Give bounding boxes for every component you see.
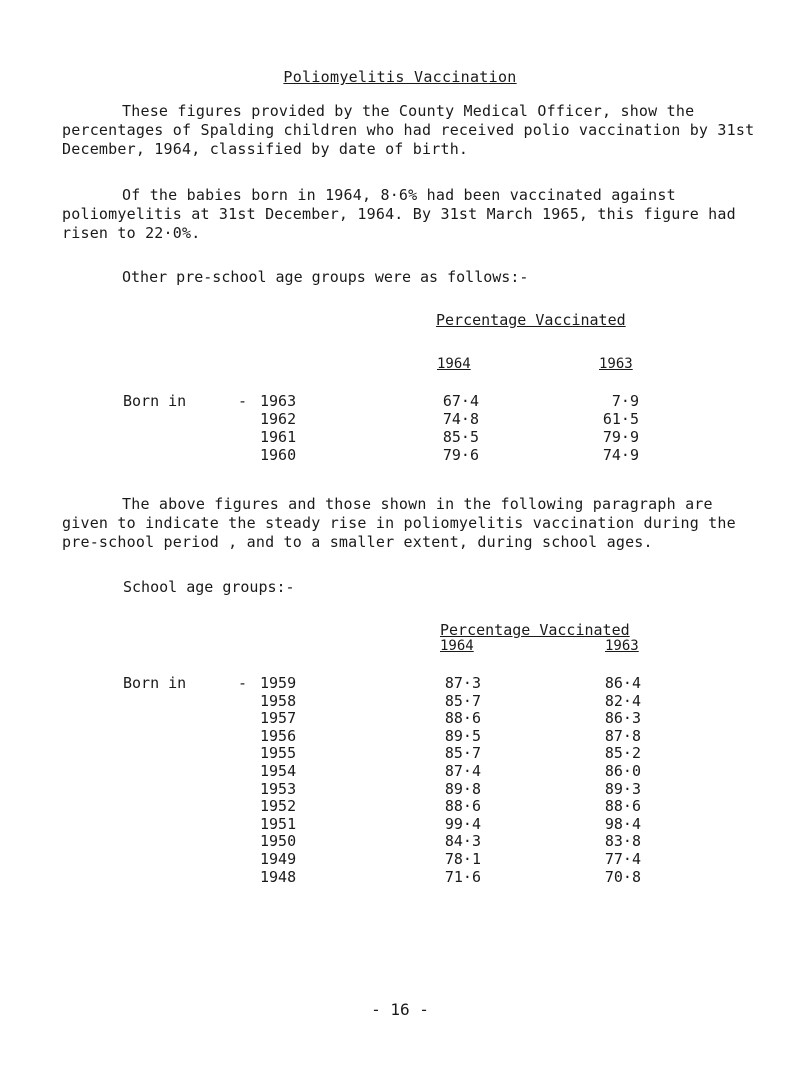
value-1963: 82·4 [604, 691, 641, 710]
birth-year: 1961 [260, 428, 297, 446]
value-1963: 85·2 [604, 744, 641, 763]
preschool-lead: Other pre-school age groups were as follows:- [122, 268, 529, 286]
value-1963: 83·8 [604, 832, 641, 851]
birth-year: 1950 [260, 832, 297, 851]
school-col-1964: 1964 [440, 638, 474, 654]
table-row [0, 692, 800, 710]
table-row [0, 410, 800, 428]
value-1964: 99·4 [444, 814, 481, 833]
summary-text: The above figures and those shown in the following paragraph are given to indicate the steady rise in poliomyelitis vaccination during the pre-school period , and to a smaller extent, during school ages. [62, 495, 736, 551]
table-row [0, 797, 800, 815]
birth-year: 1963 [260, 392, 297, 410]
table-row [0, 780, 800, 798]
value-1964: 88·6 [444, 709, 481, 728]
table-row [0, 832, 800, 850]
value-1964: 71·6 [444, 867, 481, 886]
birth-year: 1962 [260, 410, 297, 428]
page-title: Poliomyelitis Vaccination [283, 68, 517, 86]
born-in-label: Born in [123, 392, 187, 410]
table-row [0, 428, 800, 446]
value-1963: 74·9 [602, 446, 639, 464]
birth-year: 1955 [260, 744, 297, 763]
value-1963: 61·5 [602, 410, 639, 428]
birth-year: 1954 [260, 762, 297, 780]
value-1963: 88·6 [604, 797, 641, 816]
birth-year: 1957 [260, 709, 297, 728]
school-header: Percentage Vaccinated [440, 621, 630, 639]
infant-text: Of the babies born in 1964, 8·6% had been vaccinated against poliomyelitis at 31st December, 1964. By 31st March 1965, this figure had risen to 22·0%. [62, 186, 736, 242]
value-1963: 70·8 [604, 867, 641, 886]
value-1964: 89·8 [444, 779, 481, 798]
table-row [0, 709, 800, 727]
born-in-label: Born in [123, 674, 187, 692]
value-1964: 87·3 [444, 674, 481, 692]
value-1963: 89·3 [604, 779, 641, 798]
page-number: - 16 - [371, 1000, 429, 1019]
table-row [0, 674, 800, 692]
birth-year: 1949 [260, 850, 297, 868]
value-1963: 79·9 [602, 428, 639, 446]
dash-separator: - [238, 674, 248, 692]
summary-paragraph [62, 495, 762, 552]
table-row [0, 727, 800, 745]
value-1963: 86·0 [604, 762, 641, 780]
value-1963: 7·9 [611, 392, 639, 410]
preschool-col-1963: 1963 [599, 356, 633, 372]
birth-year: 1953 [260, 779, 297, 798]
birth-year: 1952 [260, 797, 297, 816]
birth-year: 1958 [260, 691, 297, 710]
value-1963: 87·8 [604, 726, 641, 745]
school-lead: School age groups:- [123, 578, 295, 596]
birth-year: 1959 [260, 674, 297, 692]
value-1964: 88·6 [444, 797, 481, 816]
value-1963: 77·4 [604, 850, 641, 868]
birth-year: 1956 [260, 726, 297, 745]
preschool-header: Percentage Vaccinated [436, 311, 626, 329]
value-1963: 98·4 [604, 814, 641, 833]
table-row [0, 762, 800, 780]
intro-paragraph [62, 102, 762, 159]
table-row [0, 392, 800, 410]
birth-year: 1948 [260, 867, 297, 886]
intro-text: These figures provided by the County Medical Officer, show the percentages of Spalding children who had received polio vaccination by 31st December, 1964, classified by date of birth. [62, 102, 755, 158]
value-1964: 78·1 [444, 850, 481, 868]
table-row [0, 850, 800, 868]
value-1964: 85·7 [444, 691, 481, 710]
value-1963: 86·4 [604, 674, 641, 692]
table-row [0, 446, 800, 464]
value-1964: 84·3 [444, 832, 481, 851]
preschool-col-1964: 1964 [437, 356, 471, 372]
value-1964: 79·6 [442, 446, 479, 464]
infant-paragraph [62, 186, 762, 243]
value-1964: 67·4 [442, 392, 479, 410]
table-row [0, 868, 800, 886]
value-1964: 85·7 [444, 744, 481, 763]
dash-separator: - [238, 392, 248, 410]
table-row [0, 815, 800, 833]
school-col-1963: 1963 [605, 638, 639, 654]
value-1963: 86·3 [604, 709, 641, 728]
value-1964: 74·8 [442, 410, 479, 428]
birth-year: 1960 [260, 446, 297, 464]
birth-year: 1951 [260, 814, 297, 833]
value-1964: 87·4 [444, 762, 481, 780]
value-1964: 89·5 [444, 726, 481, 745]
value-1964: 85·5 [442, 428, 479, 446]
table-row [0, 744, 800, 762]
